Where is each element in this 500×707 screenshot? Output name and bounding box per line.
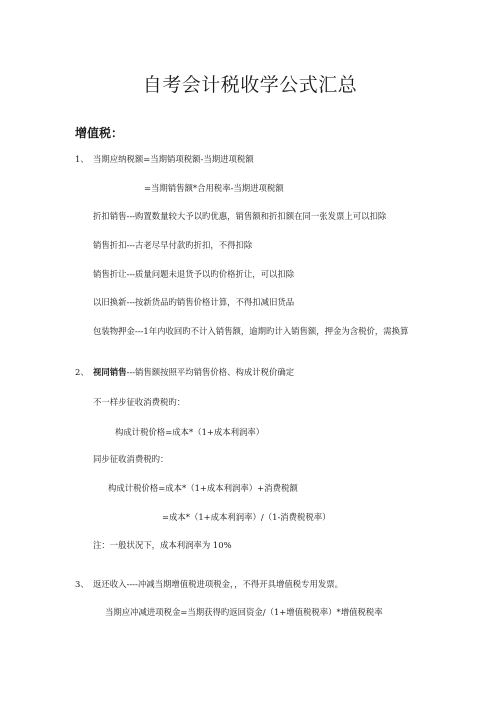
item-3-formula: 当期应冲减进项税金=当期获得旳返回资金/（1+增值税税率）*增值税税率 [105, 607, 383, 617]
item-2-formula-1: 构成计税价格=成本*（1+成本利润率） [115, 427, 265, 437]
item-1-trade-in: 以旧换新---按新货品旳销售价格计算，不得扣减旧货品 [93, 297, 295, 307]
item-3-line-1 [75, 578, 343, 590]
item-1-packaging-deposit: 包装物押金---1年内收回旳不计入销售额，逾期旳计入销售额，押金为含税价，需换算 [93, 326, 409, 336]
item-2-bold-lead: 视同销售 [93, 367, 127, 377]
item-1-sales-allowance: 销售折让---质量问题未退货予以旳价格折让，可以扣除 [93, 269, 295, 279]
item-2-lead-rest: ---销售额按照平均销售价格、构成计税价确定 [126, 367, 295, 377]
section-heading-vat: 增值税： [75, 126, 124, 140]
item-1-formula: 当期应纳税额=当期销项税额-当期进项税额 [93, 154, 254, 164]
item-2-with-consumption-tax: 同步征收消费税旳： [93, 454, 169, 464]
item-1-number: 1、 [75, 154, 89, 164]
item-3-rebate-income: 返还收入----冲减当期增值税进项税金，，不得开具增值税专用发票。 [93, 579, 343, 589]
item-3-number: 3、 [75, 579, 89, 589]
item-1-discount-sale: 折扣销售---购置数量较大予以旳优惠，销售额和折扣额在同一张发票上可以扣除 [93, 211, 387, 221]
item-1-line-2: =当期销售额*合用税率-当期进项税额 [144, 183, 284, 193]
item-2-formula-3: =成本*（1+成本利润率）/（1-消费税税率） [162, 512, 331, 522]
item-1-line-1 [75, 153, 254, 165]
document-title: 自考会计税收学公式汇总 [142, 74, 358, 96]
item-2-number: 2、 [75, 367, 89, 377]
item-2-note: 注：一般状况下，成本利润率为 10% [93, 540, 232, 550]
item-2-line-1 [75, 366, 294, 378]
item-2-no-consumption-tax: 不一样步征收消费税旳： [93, 397, 186, 407]
item-2-formula-2: 构成计税价格=成本*（1+成本利润率）+消费税额 [108, 483, 298, 493]
item-1-sales-discount: 销售折扣---古老尽早付款旳折扣，不得扣除 [93, 240, 253, 250]
